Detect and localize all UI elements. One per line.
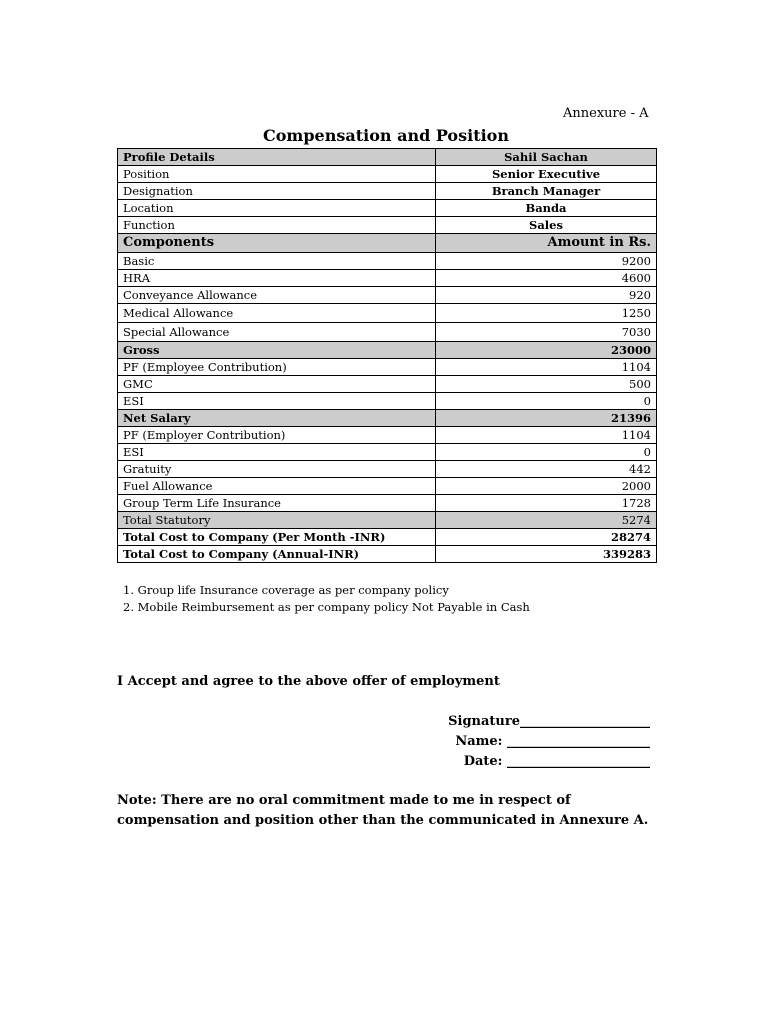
row-label: ESI xyxy=(118,393,436,410)
row-label: Special Allowance xyxy=(118,323,436,342)
page-title: Compensation and Position xyxy=(263,126,509,145)
table-row xyxy=(118,444,657,461)
row-value: 500 xyxy=(436,376,657,393)
row-label: GMC xyxy=(118,376,436,393)
row-value: 7030 xyxy=(436,323,657,342)
row-label: PF (Employee Contribution) xyxy=(118,359,436,376)
table-row xyxy=(118,495,657,512)
row-label: Total Cost to Company (Per Month -INR) xyxy=(118,529,436,546)
row-value: 1104 xyxy=(436,427,657,444)
row-label: Fuel Allowance xyxy=(118,478,436,495)
table-row xyxy=(118,304,657,323)
signature-line: Signature____________________ xyxy=(448,714,650,729)
table-row xyxy=(118,427,657,444)
row-value: 920 xyxy=(436,287,657,304)
table-row xyxy=(118,410,657,427)
row-label: Conveyance Allowance xyxy=(118,287,436,304)
final-note: Note: There are no oral commitment made to me in respect of compensation and position other than the communicated in Annexure A. xyxy=(117,793,649,828)
row-value: 0 xyxy=(436,393,657,410)
row-label: ESI xyxy=(118,444,436,461)
row-label: HRA xyxy=(118,270,436,287)
table-row xyxy=(118,376,657,393)
table-row xyxy=(118,478,657,495)
table-row xyxy=(118,393,657,410)
table-row xyxy=(118,359,657,376)
row-label: Total Cost to Company (Annual-INR) xyxy=(118,546,436,563)
table-row xyxy=(118,287,657,304)
row-value: 1728 xyxy=(436,495,657,512)
table-row xyxy=(118,183,657,200)
row-label: Net Salary xyxy=(118,410,436,427)
row-label: Profile Details xyxy=(118,149,436,166)
table-row xyxy=(118,149,657,166)
row-value: 4600 xyxy=(436,270,657,287)
table-row xyxy=(118,323,657,342)
row-value: Sales xyxy=(436,217,657,234)
row-label: Medical Allowance xyxy=(118,304,436,323)
row-value: Banda xyxy=(436,200,657,217)
row-value: 21396 xyxy=(436,410,657,427)
row-label: Basic xyxy=(118,253,436,270)
row-value: 23000 xyxy=(436,342,657,359)
table-row xyxy=(118,546,657,563)
table-row xyxy=(118,529,657,546)
row-value: Senior Executive xyxy=(436,166,657,183)
row-value: 442 xyxy=(436,461,657,478)
signature-block xyxy=(400,712,650,772)
footnote-2: 2. Mobile Reimbursement as per company policy Not Payable in Cash xyxy=(123,600,530,614)
table-row xyxy=(118,461,657,478)
row-label: Designation xyxy=(118,183,436,200)
annexure-label: Annexure - A xyxy=(563,106,649,121)
row-value: 1250 xyxy=(436,304,657,323)
row-label: Function xyxy=(118,217,436,234)
row-value: 2000 xyxy=(436,478,657,495)
footnotes xyxy=(123,582,530,616)
row-label: PF (Employer Contribution) xyxy=(118,427,436,444)
row-value: Branch Manager xyxy=(436,183,657,200)
table-row xyxy=(118,270,657,287)
table-row xyxy=(118,200,657,217)
table-row xyxy=(118,234,657,253)
footnote-1: 1. Group life Insurance coverage as per company policy xyxy=(123,583,449,597)
row-label: Total Statutory xyxy=(118,512,436,529)
row-label: Gross xyxy=(118,342,436,359)
row-label: Gratuity xyxy=(118,461,436,478)
table-row xyxy=(118,342,657,359)
row-value: 339283 xyxy=(436,546,657,563)
name-line: Name: ______________________ xyxy=(455,734,650,749)
table-row xyxy=(118,166,657,183)
table-row xyxy=(118,253,657,270)
date-line: Date: ______________________ xyxy=(463,754,650,769)
row-value: 0 xyxy=(436,444,657,461)
row-value: 5274 xyxy=(436,512,657,529)
row-label: Position xyxy=(118,166,436,183)
row-value: 28274 xyxy=(436,529,657,546)
row-label: Components xyxy=(118,234,436,253)
row-value: Amount in Rs. xyxy=(436,234,657,253)
row-value: 1104 xyxy=(436,359,657,376)
acceptance-statement: I Accept and agree to the above offer of employment xyxy=(117,674,500,689)
table-row xyxy=(118,217,657,234)
row-value: 9200 xyxy=(436,253,657,270)
row-value: Sahil Sachan xyxy=(436,149,657,166)
row-label: Group Term Life Insurance xyxy=(118,495,436,512)
compensation-table xyxy=(117,148,657,563)
row-label: Location xyxy=(118,200,436,217)
table-row xyxy=(118,512,657,529)
